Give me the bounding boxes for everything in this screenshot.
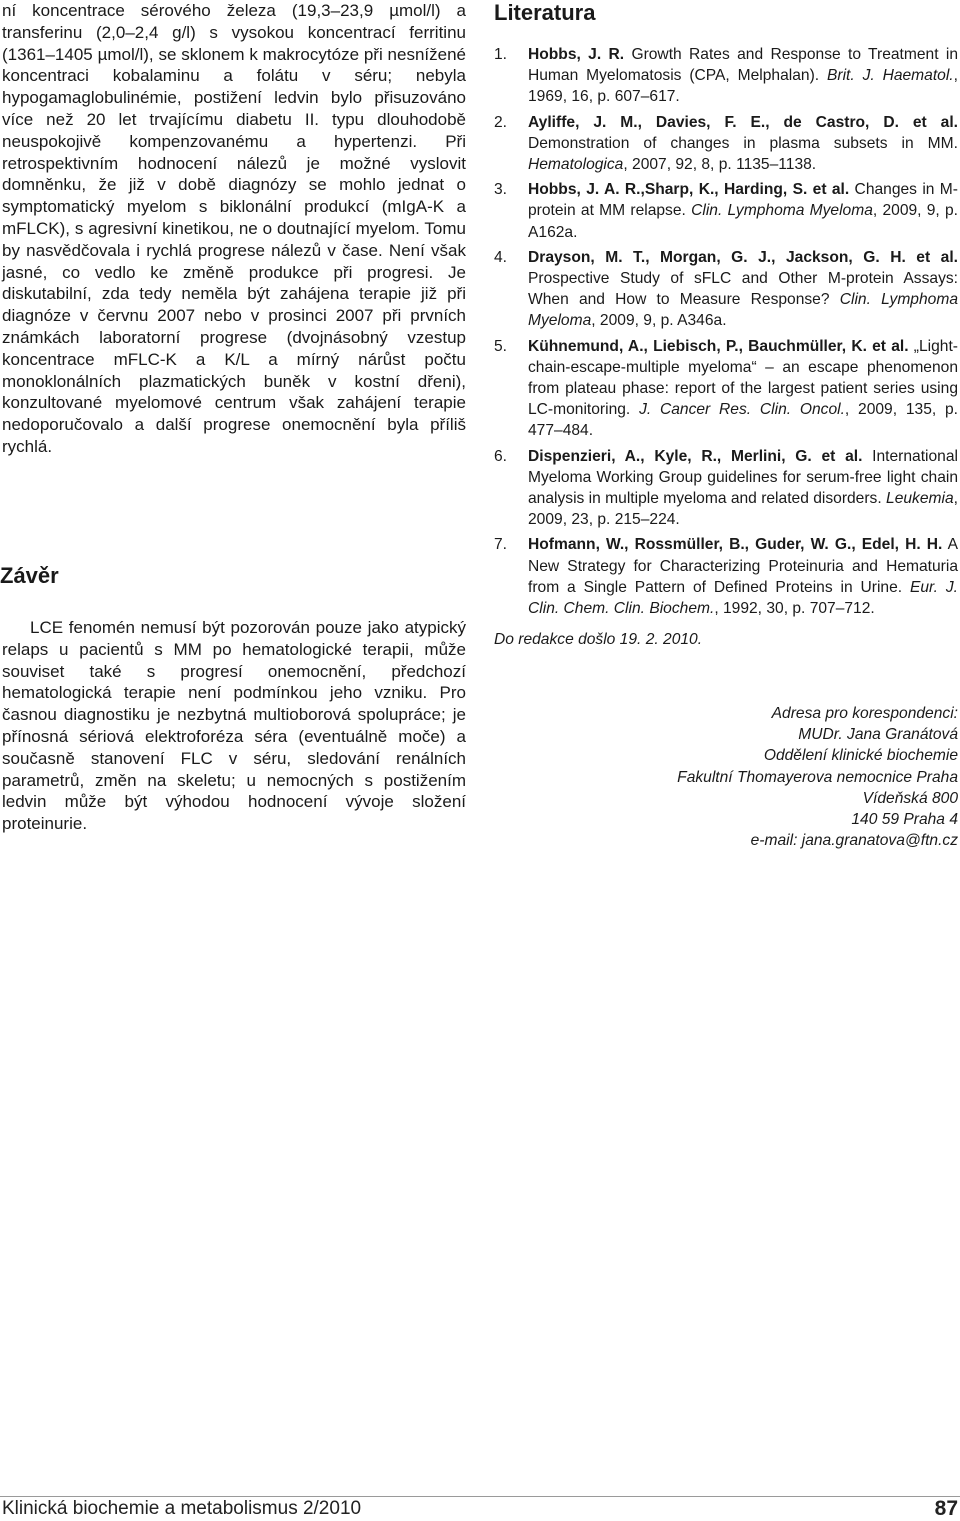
reference-number: 6. [494,447,508,465]
reference-details: , 1992, 30, p. 707–712. [714,600,875,618]
correspondence-name: MUDr. Jana Granátová [798,726,958,744]
reference-number: 7. [494,536,508,554]
reference-journal: Clin. Lymphoma Myeloma [691,202,873,220]
reference-details: , 2007, 92, 8, p. 1135–1138. [623,156,817,174]
reference-list [494,44,958,619]
reference-details: , 2009, 9, p. A346a. [591,312,727,330]
reference-number: 2. [494,113,508,131]
reference-journal: Clin. Lymphoma Myeloma [528,291,958,330]
reference-details: , 2009, 23, p. 215–224. [528,490,958,529]
reference-item [494,112,958,176]
journal-title: Klinická biochemie a metabolismus 2/2010 [2,1498,362,1519]
correspondence-street: Vídeňská 800 [862,789,958,807]
conclusion-heading: Závěr [0,563,59,588]
reference-title: A New Strategy for Characterizing Proteinuria and Hematuria from a Single Pattern of Defined Proteins in Urine. [528,536,959,596]
page-footer [0,1496,960,1521]
page-number: 87 [934,1497,958,1520]
reference-number: 5. [494,337,508,355]
reference-journal: Brit. J. Haematol. [826,67,954,85]
reference-authors: Kühnemund, A., Liebisch, P., Bauchmüller, K. et al. [528,337,909,355]
reference-title: Changes in M-protein at MM relapse. [528,181,958,220]
reference-title: Demonstration of changes in plasma subsets in MM. [528,134,958,152]
correspondence-address [677,703,958,851]
reference-authors: Drayson, M. T., Morgan, G. J., Jackson, G. H. et al. [528,248,958,266]
left-column [2,0,466,458]
conclusion-section [2,617,466,835]
reference-journal: Leukemia [886,490,954,508]
reference-item [494,44,958,108]
reference-number: 3. [494,181,508,199]
reference-journal: Eur. J. Clin. Chem. Clin. Biochem. [528,578,959,618]
reference-title: International Myeloma Working Group guidelines for serum-free light chain analysis in multiple myeloma and related disorders. [528,447,958,508]
correspondence-label: Adresa pro korespondenci: [771,705,958,722]
reference-details: , 2009, 9, p. A162a. [528,202,958,241]
received-date: Do redakce došlo 19. 2. 2010. [494,631,703,649]
correspondence-department: Oddělení klinické biochemie [763,747,958,765]
reference-journal: Hematologica [528,156,624,174]
reference-title: Growth Rates and Response to Treatment in Human Myelomatosis (CPA, Melphalan). [528,46,958,85]
reference-authors: Dispenzieri, A., Kyle, R., Merlini, G. et al. [528,447,863,465]
literature-heading: Literatura [494,0,596,25]
conclusion-paragraph: LCE fenomén nemusí být pozorován pouze jako atypický relaps u pacientů s MM po hematologické terapii, může souviset také s progresí onemocnění, předchozí hematologická terapie není podmínkou jeho vzniku. Pro časnou diagnostiku je nezbytná multioborová spolupráce; je přínosná sériová elektroforéza séra (eventuálně moče) a současně stanovení FLC v séru, sledování renálních parametrů, změn na skeletu; u nemocných s postižením ledvin může být výhodou hodnocení vývoje složení proteinurie. [2,618,466,834]
reference-authors: Hobbs, J. R. [528,46,625,63]
reference-details: , 2009, 135, p. 477–484. [528,401,958,440]
reference-number: 4. [494,248,508,266]
reference-journal: J. Cancer Res. Clin. Oncol. [639,401,845,419]
body-paragraph-continued: ní koncentrace sérového železa (19,3–23,9 µmol/l) a transferinu (2,0–2,4 g/l) s vysokou koncentrací ferritinu (1361–1405 µmol/l), se sklonem k makrocytóze při nesnížené koncentraci kobalaminu a folátu v séru; nebyla hypogamaglobulinémie, postižení ledvin bylo přisuzováno více než 20 let trvajícímu diabetu II. typu dlouhodobě neuspokojivě kompenzovanému a hypertenzi. Při retrospektivním hodnocení nálezů je možné vyslovit domněnku, že již v době diagnózy se mohlo jednat o symptomatický myelom s biklonální produkcí (mIgA-K a mFLCK), s agresivní kinetikou, ne o doutnající myelom. Tomu by nasvědčovala i rychlá progrese nálezů v čase. Není však jasné, co vedlo ke změně produkce při progresi. Je diskutabilní, zda tedy neměla být zahájena terapie již při diagnóze v červnu 2007 nebo v prosinci 2007 při prvních známkách laboratorní progrese (dvojnásobný vzestup koncentrace mFLC-K a K/L a mírný nárůst počtu monoklonálních plazmatických buněk v kostní dřeni), konzultované myelomové centrum však zahájení terapie nedoporučovalo a další progrese onemocnění byla příliš rychlá. [2,1,466,456]
reference-item [494,336,958,442]
reference-title: Prospective Study of sFLC and Other M-protein Assays: When and How to Measure Response? [528,270,958,309]
correspondence-hospital: Fakultní Thomayerova nemocnice Praha [677,768,958,786]
correspondence-email: e-mail: jana.granatova@ftn.cz [750,832,958,850]
reference-authors: Ayliffe, J. M., Davies, F. E., de Castro, D. et al. [528,113,958,131]
reference-details: , 1969, 16, p. 607–617. [528,67,958,106]
reference-item [494,446,958,531]
reference-authors: Hobbs, J. A. R.,Sharp, K., Harding, S. et al. [528,181,850,199]
correspondence-city: 140 59 Praha 4 [851,811,958,829]
reference-item [494,534,958,619]
reference-authors: Hofmann, W., Rossmüller, B., Guder, W. G., Edel, H. H. [528,536,943,554]
reference-item [494,179,958,243]
reference-number: 1. [494,46,508,63]
reference-title: „Light-chain-escape-multiple myeloma“ – an escape phenomenon from plateau phase: report of the largest patient series using LC-monitoring. [528,337,958,419]
references-column [494,0,958,650]
reference-item [494,247,958,332]
